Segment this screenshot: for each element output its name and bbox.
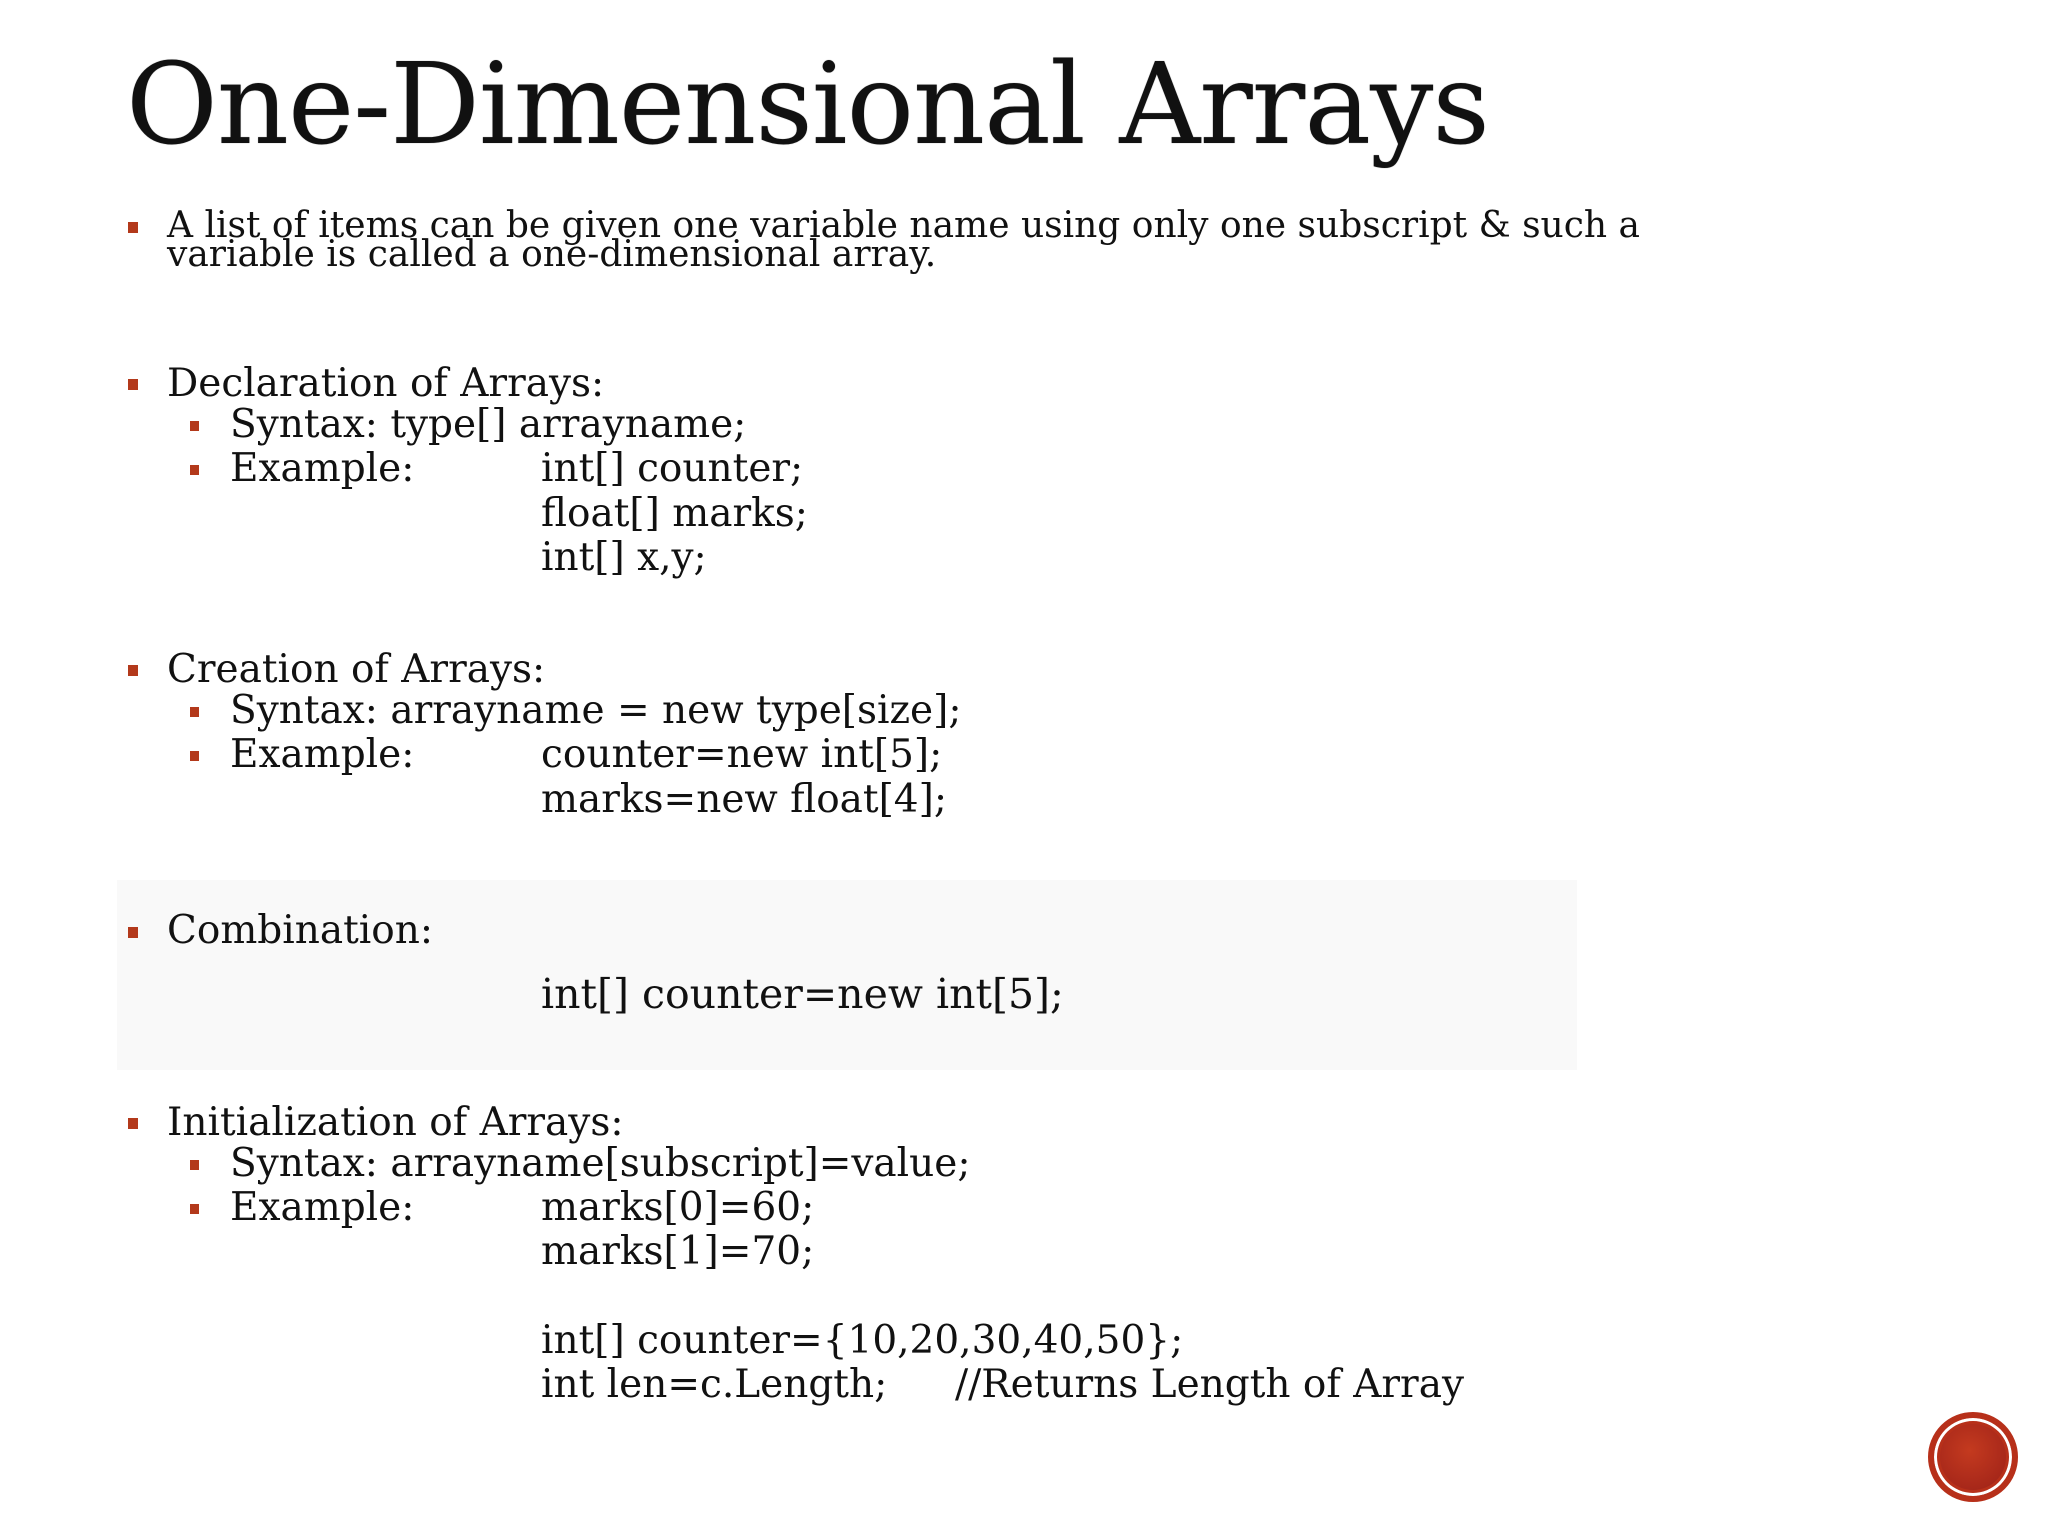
bullet-icon <box>128 379 138 390</box>
sub-bullet-icon <box>190 465 199 475</box>
slide-title: One-Dimensional Arrays <box>126 40 1489 170</box>
declaration-syntax: Syntax: type[] arrayname; <box>230 402 747 447</box>
intro-line-2: variable is called a one-dimensional array. <box>167 234 937 275</box>
initialization-length-code: int len=c.Length; <box>541 1362 888 1407</box>
initialization-heading: Initialization of Arrays: <box>167 1100 624 1145</box>
sub-bullet-icon <box>190 1204 199 1214</box>
initialization-syntax: Syntax: arrayname[subscript]=value; <box>230 1141 971 1186</box>
sub-bullet-icon <box>190 751 199 761</box>
declaration-example-1: int[] counter; <box>541 446 804 491</box>
declaration-example-2: float[] marks; <box>541 491 808 536</box>
sub-bullet-icon <box>190 1160 199 1170</box>
creation-example-1: counter=new int[5]; <box>541 732 943 777</box>
declaration-example-3: int[] x,y; <box>541 535 707 580</box>
sub-bullet-icon <box>190 707 199 717</box>
declaration-heading: Declaration of Arrays: <box>167 361 605 406</box>
initialization-example-2: marks[1]=70; <box>541 1229 815 1274</box>
combination-code: int[] counter=new int[5]; <box>541 970 1064 1018</box>
initialization-array-literal: int[] counter={10,20,30,40,50}; <box>541 1318 1184 1363</box>
circle-nav-icon[interactable] <box>1928 1412 2018 1502</box>
bullet-icon <box>128 222 138 233</box>
bullet-icon <box>128 665 138 676</box>
sub-bullet-icon <box>190 421 199 431</box>
creation-example-label: Example: <box>230 732 415 777</box>
initialization-example-label: Example: <box>230 1185 415 1230</box>
declaration-example-label: Example: <box>230 446 415 491</box>
initialization-example-1: marks[0]=60; <box>541 1185 815 1230</box>
creation-syntax: Syntax: arrayname = new type[size]; <box>230 688 962 733</box>
initialization-length-comment: //Returns Length of Array <box>955 1362 1464 1407</box>
combination-heading: Combination: <box>167 908 433 953</box>
bullet-icon <box>128 1118 138 1129</box>
intro-line-1: A list of items can be given one variable name using only one subscript & such a <box>167 205 1640 246</box>
bullet-icon <box>128 927 138 938</box>
creation-example-2: marks=new float[4]; <box>541 777 947 822</box>
creation-heading: Creation of Arrays: <box>167 647 546 692</box>
